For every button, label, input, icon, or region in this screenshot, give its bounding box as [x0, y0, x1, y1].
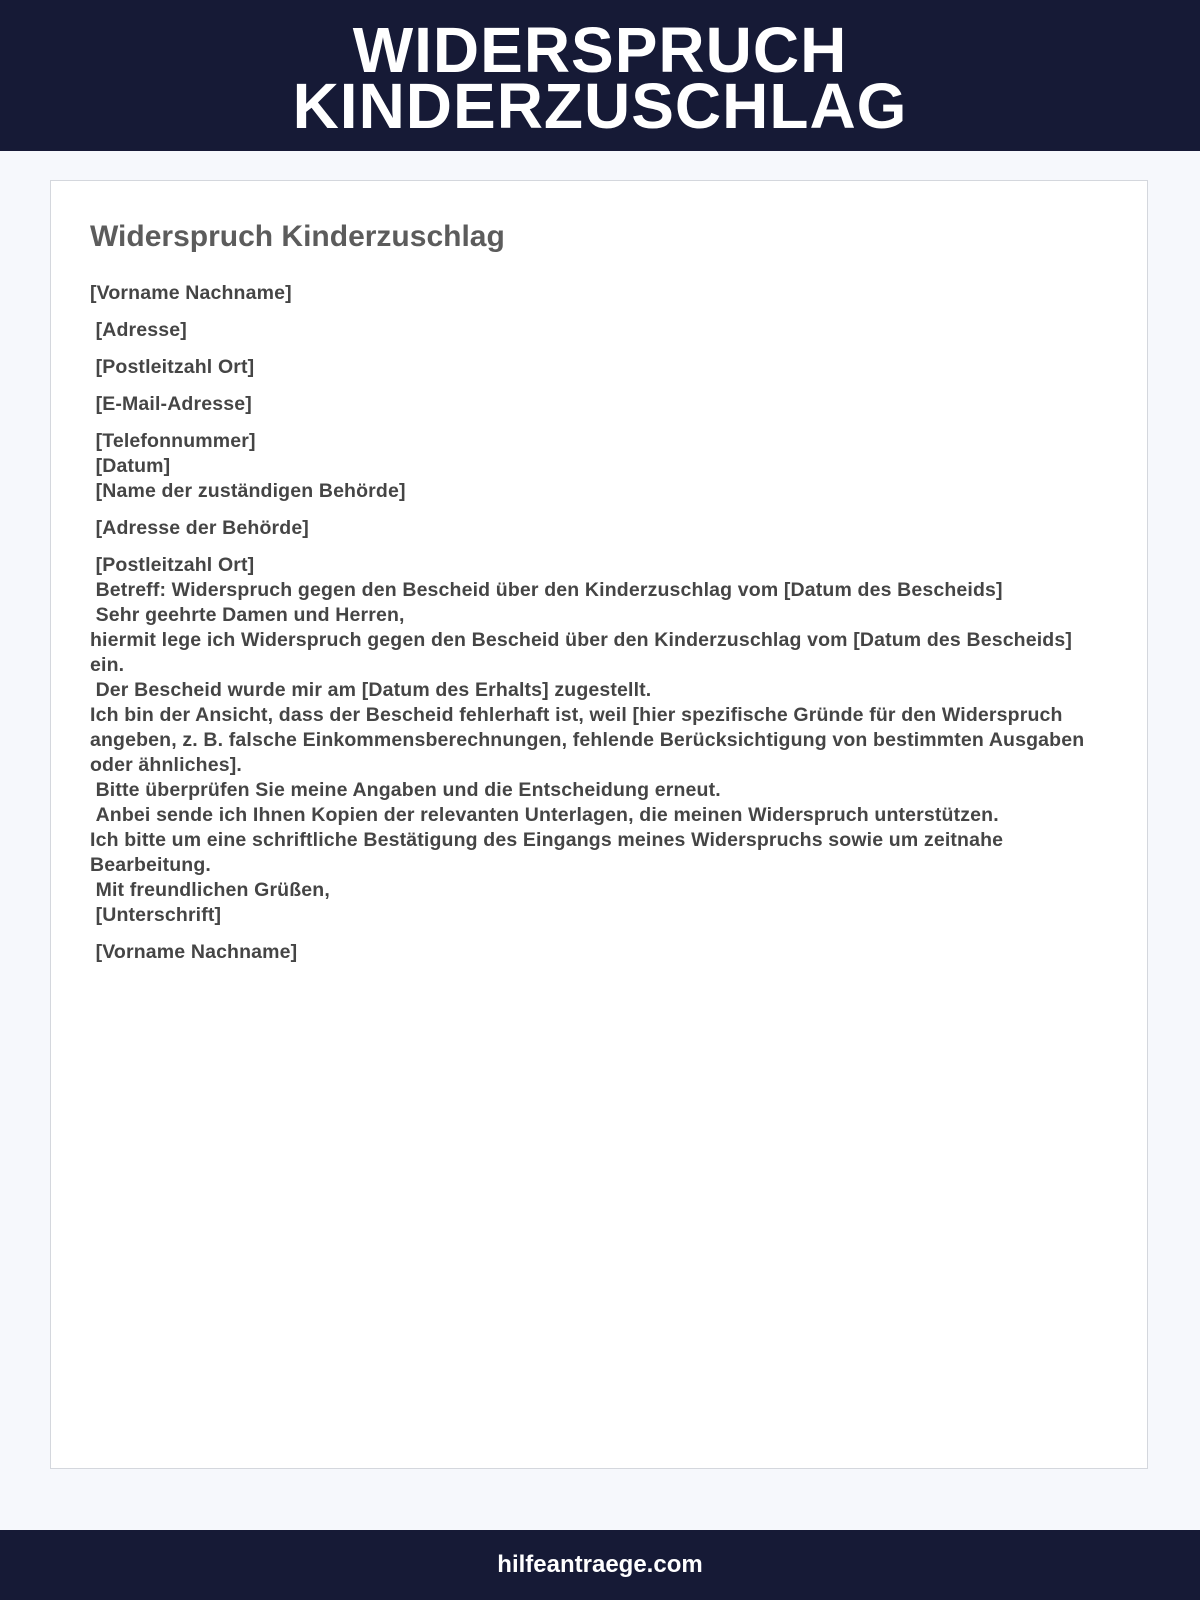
header-title-line2: KINDERZUSCHLAG — [292, 69, 908, 142]
footer-site-link[interactable]: hilfeantraege.com — [497, 1551, 703, 1578]
salutation: Sehr geehrte Damen und Herren, — [90, 604, 405, 626]
paragraph-confirmation: Ich bitte um eine schriftliche Bestätigung des Eingangs meines Widerspruchs sowie um zeitnahe Bearbeitung. — [90, 829, 1009, 876]
authority-postal-city: [Postleitzahl Ort] — [90, 554, 255, 576]
header-title — [200, 13, 1000, 142]
paragraph-review: Bitte überprüfen Sie meine Angaben und die Entscheidung erneut. — [90, 779, 721, 801]
authority-name: [Name der zuständigen Behörde] — [90, 480, 406, 502]
page-header — [0, 0, 1200, 151]
sender-address: [Adresse] — [90, 319, 187, 341]
closing: Mit freundlichen Grüßen, — [90, 879, 330, 901]
page-footer — [0, 1530, 1200, 1600]
letter-date: [Datum] — [90, 455, 171, 477]
letter-subject: Betreff: Widerspruch gegen den Bescheid über den Kinderzuschlag vom [Datum des Bescheids] — [90, 579, 1003, 601]
paragraph-attachments: Anbei sende ich Ihnen Kopien der relevanten Unterlagen, die meinen Widerspruch unterstützen. — [90, 804, 999, 826]
letter-body — [90, 281, 1110, 965]
authority-address: [Adresse der Behörde] — [90, 517, 309, 539]
sender-postal-city: [Postleitzahl Ort] — [90, 356, 255, 378]
header-title-line1: WIDERSPRUCH — [352, 13, 848, 86]
sender-name: [Vorname Nachname] — [90, 282, 292, 304]
paragraph-objection: hiermit lege ich Widerspruch gegen den Bescheid über den Kinderzuschlag vom [Datum des Bescheids] ein. — [90, 629, 1078, 676]
sender-phone: [Telefonnummer] — [90, 430, 256, 452]
signature-placeholder: [Unterschrift] — [90, 904, 222, 926]
paragraph-received: Der Bescheid wurde mir am [Datum des Erhalts] zugestellt. — [90, 679, 652, 701]
signer-name: [Vorname Nachname] — [90, 941, 298, 963]
letter-card — [50, 180, 1148, 1469]
sender-email: [E-Mail-Adresse] — [90, 393, 252, 415]
document-title: Widerspruch Kinderzuschlag — [90, 220, 505, 253]
paragraph-reasons: Ich bin der Ansicht, dass der Bescheid fehlerhaft ist, weil [hier spezifische Gründe für den Widerspruch angeben, z. B. falsche Einkommensberechnungen, fehlende Berücksichtigung von bestimmten Ausgaben oder ähnliches]. — [90, 704, 1090, 776]
